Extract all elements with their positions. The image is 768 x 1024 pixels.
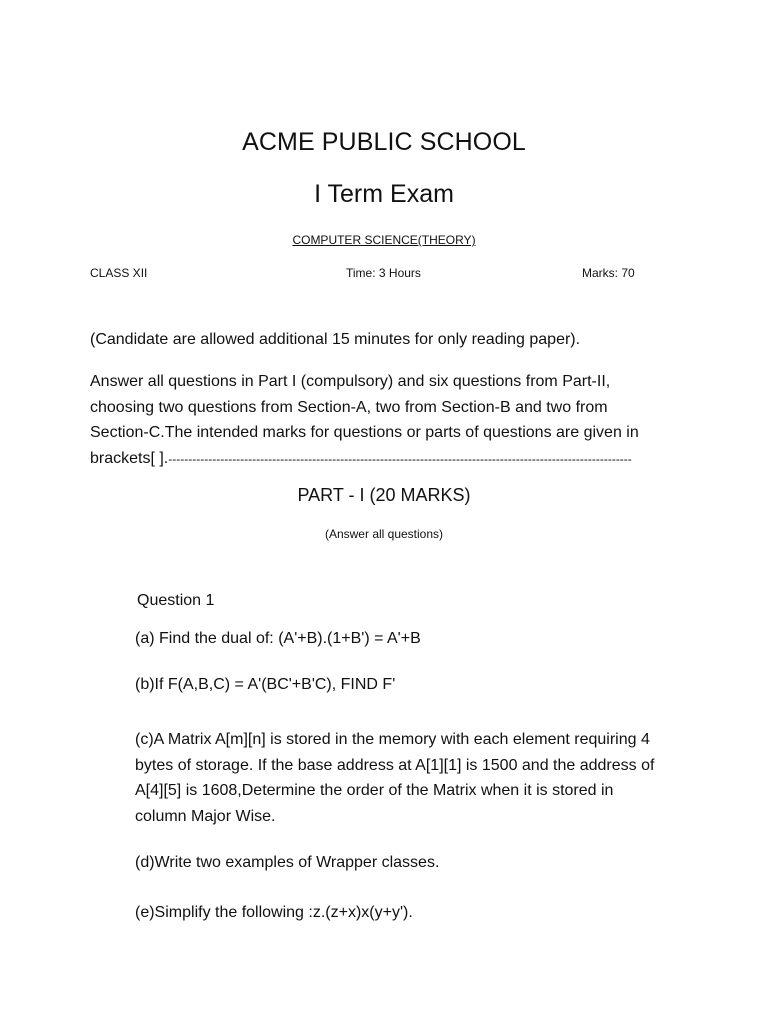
reading-time-note: (Candidate are allowed additional 15 minutes for only reading paper). — [90, 331, 581, 348]
time-label: Time: 3 Hours — [346, 266, 421, 280]
question-part-b: (b)If F(A,B,C) = A'(BC'+B'C), FIND F' — [135, 676, 396, 693]
question-part-e: (e)Simplify the following :z.(z+x)x(y+y'). — [135, 904, 413, 921]
question-part-a: (a) Find the dual of: (A'+B).(1+B') = A'+B — [135, 630, 421, 647]
part-title: PART - I (20 MARKS) — [297, 485, 471, 505]
instructions-line: Answer all questions in Part I (compulsory) and six questions from Part-II, — [90, 373, 611, 390]
question-part-c-line: column Major Wise. — [135, 807, 276, 825]
class-label: CLASS XII — [90, 266, 148, 280]
subject-title: COMPUTER SCIENCE(THEORY) — [292, 233, 476, 247]
question-part-c — [135, 727, 695, 829]
instructions-line: choosing two questions from Section-A, two from Section-B and two from — [90, 398, 608, 416]
part-subtitle: (Answer all questions) — [324, 527, 444, 541]
question-part-c-line: A[4][5] is 1608,Determine the order of the Matrix when it is stored in — [135, 782, 614, 799]
question-part-c-line: bytes of storage. If the base address at A[1][1] is 1500 and the address of — [135, 756, 655, 774]
dashed-separator: -------------------------------------------------------------------------------------------------------------------- — [168, 451, 632, 466]
exam-title: I Term Exam — [314, 180, 454, 208]
instructions-line: Section-C.The intended marks for questions or parts of questions are given in — [90, 424, 639, 441]
instructions-last-line — [90, 446, 690, 473]
marks-label: Marks: 70 — [582, 266, 635, 280]
instructions-line: brackets[ ]. — [90, 449, 169, 467]
question-part-d: (d)Write two examples of Wrapper classes. — [135, 854, 440, 871]
instructions-paragraph — [90, 369, 690, 472]
question-heading: Question 1 — [137, 592, 215, 609]
school-name: ACME PUBLIC SCHOOL — [242, 128, 526, 156]
question-part-c-line: (c)A Matrix A[m][n] is stored in the memory with each element requiring 4 — [135, 731, 650, 748]
